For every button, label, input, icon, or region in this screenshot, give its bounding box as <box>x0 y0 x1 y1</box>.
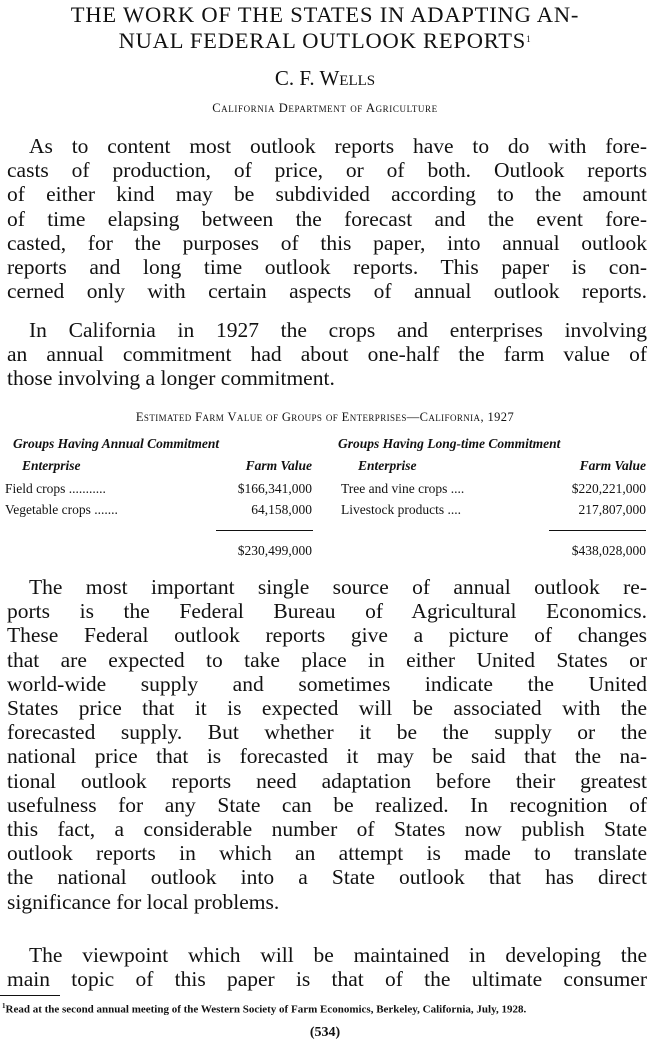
footnote-marker: 1 <box>2 1002 6 1010</box>
text-line: tional outlook reports need adaptation before their greatest <box>7 768 647 793</box>
text-line: cerned only with certain aspects of annual outlook reports. <box>7 279 647 304</box>
right-row-2-enterprise: Livestock products .... <box>341 502 461 517</box>
text-line: main topic of this paper is that of the ultimate consumer <box>7 967 647 992</box>
footnote-rule <box>0 995 60 996</box>
right-col-enterprise-header: Enterprise <box>358 458 417 473</box>
left-row-1-value: $166,341,000 <box>237 481 312 496</box>
title-footnote-marker: 1 <box>526 34 532 44</box>
author-affiliation: California Department of Agriculture <box>212 101 438 115</box>
paragraph-2 <box>7 318 647 391</box>
text-line: The most important single source of annual outlook re- <box>29 575 647 599</box>
text-line: significance for local problems. <box>7 889 280 914</box>
article-title-line-2: NUAL FEDERAL OUTLOOK REPORTS$^1$ <box>118 28 532 53</box>
right-col-value-header: Farm Value <box>579 458 646 473</box>
text-line: forecasted supply. But whether it be the supply or the <box>7 720 647 745</box>
right-row-1-value: $220,221,000 <box>571 481 646 496</box>
page-number: (534) <box>309 1025 341 1040</box>
right-total-value: $438,028,000 <box>571 543 646 558</box>
table-caption: Estimated Farm Value of Groups of Enterprises—California, 1927 <box>135 410 515 424</box>
text-line: of either kind may be subdivided according to the amount <box>7 182 647 207</box>
text-line: These Federal outlook reports give a picture of changes <box>7 623 647 648</box>
author-name: C. F. Wells <box>274 66 376 90</box>
left-total-rule <box>216 530 313 531</box>
footnote <box>2 1000 644 1017</box>
text-line: that are expected to take place in either United States or <box>7 647 647 672</box>
left-total-value: $230,499,000 <box>237 543 312 558</box>
left-row-1-enterprise: Field crops ........... <box>5 481 106 496</box>
text-line: outlook reports in which an attempt is made to translate <box>7 841 647 866</box>
right-row-2-value: 217,807,000 <box>578 502 646 517</box>
text-line: casts of production, of price, or of both. Outlook reports <box>7 158 647 183</box>
text-line: casted, for the purposes of this paper, into annual outlook <box>7 230 647 255</box>
paragraph-1 <box>7 134 647 303</box>
paragraph-3 <box>7 575 647 914</box>
article-title-line-1: THE WORK OF THE STATES IN ADAPTING AN- <box>70 2 580 27</box>
text-line: In California in 1927 the crops and enterprises involving <box>29 318 647 342</box>
right-group-heading: Groups Having Long-time Commitment <box>338 436 561 451</box>
text-line: The viewpoint which will be maintained in developing the <box>29 943 647 967</box>
text-line: world-wide supply and sometimes indicate the United <box>7 671 647 696</box>
left-row-2-enterprise: Vegetable crops ....... <box>5 502 118 517</box>
left-group-heading: Groups Having Annual Commitment <box>13 436 220 451</box>
text-line: ports is the Federal Bureau of Agricultural Economics. <box>7 599 647 624</box>
text-line: As to content most outlook reports have to do with fore- <box>29 134 647 158</box>
right-row-1-enterprise: Tree and vine crops .... <box>341 481 465 496</box>
paragraph-4 <box>7 943 647 991</box>
text-line: the national outlook into a State outlook that has direct <box>7 865 647 890</box>
right-total-rule <box>549 530 646 531</box>
text-line: national price that is forecasted it may be said that the na- <box>7 744 647 769</box>
text-line: States price that it is expected will be associated with the <box>7 696 647 721</box>
text-line: reports and long time outlook reports. This paper is con- <box>7 255 647 280</box>
left-row-2-value: 64,158,000 <box>251 502 312 517</box>
text-line: those involving a longer commitment. <box>7 366 335 391</box>
footnote-text: Read at the second annual meeting of the Western Society of Farm Economics, Berkeley, California, July, 1928. <box>5 1003 527 1016</box>
text-line: of time elapsing between the forecast and the event fore- <box>7 206 647 231</box>
left-col-value-header: Farm Value <box>245 458 312 473</box>
text-line: usefulness for any State can be realized. In recognition of <box>7 792 647 817</box>
text-line: this fact, a considerable number of States now publish State <box>7 817 647 842</box>
left-col-enterprise-header: Enterprise <box>22 458 81 473</box>
text-line: an annual commitment had about one-half the farm value of <box>7 342 647 367</box>
